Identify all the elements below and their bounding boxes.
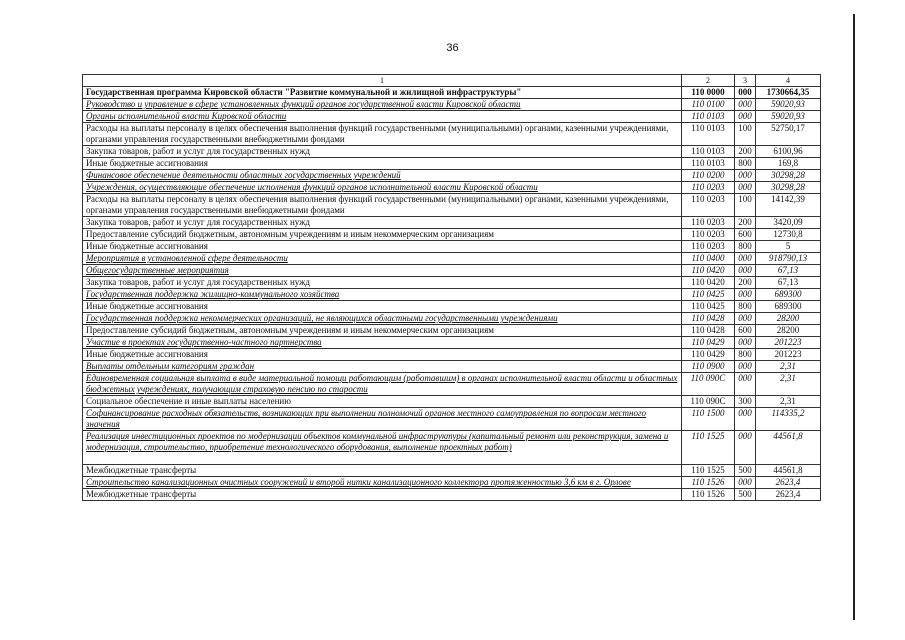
table-row	[83, 325, 821, 337]
row-type: 000	[735, 431, 756, 465]
row-name: Выплаты отдельным категориям граждан	[83, 361, 682, 373]
table-row	[83, 158, 821, 170]
table-row	[83, 241, 821, 253]
row-type: 000	[735, 265, 756, 277]
row-name: Предоставление субсидий бюджетным, автономным учреждениям и иным некоммерческим организациям	[83, 325, 682, 337]
row-code: 110 1500	[682, 408, 735, 431]
row-type: 800	[735, 158, 756, 170]
table-row	[83, 182, 821, 194]
row-code: 110 0103	[682, 158, 735, 170]
row-sum: 67,13	[756, 265, 821, 277]
row-sum: 3420,09	[756, 217, 821, 229]
table-row	[83, 349, 821, 361]
row-code: 110 0420	[682, 265, 735, 277]
row-code: 110 0203	[682, 241, 735, 253]
row-name: Реализация инвестиционных проектов по модернизации объектов коммунальной инфраструктуры (капитальный ремонт или реконструкция, замена и модернизация, строительство, приобретение технологического оборудования, выполнение проектных работ)	[83, 431, 682, 465]
header-col-4: 4	[756, 75, 821, 87]
row-code: 110 0429	[682, 337, 735, 349]
row-code: 110 0203	[682, 182, 735, 194]
table-row	[83, 111, 821, 123]
row-sum: 169,8	[756, 158, 821, 170]
table-row	[83, 87, 821, 99]
row-name: Общегосударственные мероприятия	[83, 265, 682, 277]
table-row	[83, 465, 821, 477]
row-type: 200	[735, 277, 756, 289]
row-sum: 67,13	[756, 277, 821, 289]
table-row	[83, 123, 821, 146]
row-sum: 28200	[756, 325, 821, 337]
row-code: 110 0100	[682, 99, 735, 111]
row-type: 000	[735, 477, 756, 489]
row-name: Единовременная социальная выплата в виде материальной помощи работающим (работавшим) в органах исполнительной власти области и областных бюджетных учреждениях, получающим страховую пенсию по старости	[83, 373, 682, 396]
row-type: 000	[735, 87, 756, 99]
row-type: 000	[735, 99, 756, 111]
row-type: 000	[735, 408, 756, 431]
table-row	[83, 194, 821, 217]
table-row	[83, 229, 821, 241]
row-name: Государственная программа Кировской области "Развитие коммунальной и жилищной инфраструктуры"	[83, 87, 682, 99]
row-sum: 201223	[756, 337, 821, 349]
row-sum: 2,31	[756, 361, 821, 373]
row-type: 600	[735, 229, 756, 241]
row-name: Учреждения, осуществляющие обеспечение исполнения функций органов исполнительной власти Кировской области	[83, 182, 682, 194]
row-sum: 52750,17	[756, 123, 821, 146]
table-row	[83, 489, 821, 501]
table-row	[83, 361, 821, 373]
row-type: 100	[735, 123, 756, 146]
row-type: 000	[735, 170, 756, 182]
row-name: Социальное обеспечение и иные выплаты населению	[83, 396, 682, 408]
row-name: Государственная поддержка некоммерческих организаций, не являющихся областными государственными учреждениями	[83, 313, 682, 325]
row-code: 110 0103	[682, 111, 735, 123]
row-name: Иные бюджетные ассигнования	[83, 349, 682, 361]
row-name: Руководство и управление в сфере установленных функций органов государственной власти Кировской области	[83, 99, 682, 111]
row-code: 110 0103	[682, 146, 735, 158]
table-row	[83, 313, 821, 325]
table-row	[83, 431, 821, 465]
row-sum: 12730,8	[756, 229, 821, 241]
row-type: 300	[735, 396, 756, 408]
row-sum: 2,31	[756, 373, 821, 396]
row-name: Софинансирование расходных обязательств, возникающих при выполнении полномочий органов местного самоуправления по вопросам местного значения	[83, 408, 682, 431]
row-code: 110 0400	[682, 253, 735, 265]
row-name: Иные бюджетные ассигнования	[83, 301, 682, 313]
table-row	[83, 170, 821, 182]
row-type: 000	[735, 289, 756, 301]
table-row	[83, 217, 821, 229]
table-row	[83, 265, 821, 277]
row-code: 110 0900	[682, 361, 735, 373]
table-row	[83, 408, 821, 431]
row-code: 110 0200	[682, 170, 735, 182]
table-row	[83, 337, 821, 349]
table-row	[83, 277, 821, 289]
row-type: 200	[735, 146, 756, 158]
table-row	[83, 289, 821, 301]
row-code: 110 0428	[682, 325, 735, 337]
row-name: Органы исполнительной власти Кировской области	[83, 111, 682, 123]
row-code: 110 0203	[682, 217, 735, 229]
row-type: 000	[735, 373, 756, 396]
row-sum: 2623,4	[756, 477, 821, 489]
row-sum: 689300	[756, 289, 821, 301]
row-type: 000	[735, 361, 756, 373]
row-type: 000	[735, 182, 756, 194]
header-col-1: 1	[83, 75, 682, 87]
row-type: 500	[735, 465, 756, 477]
row-sum: 59020,93	[756, 111, 821, 123]
row-code: 110 1525	[682, 431, 735, 465]
header-col-2: 2	[682, 75, 735, 87]
row-name: Закупка товаров, работ и услуг для государственных нужд	[83, 277, 682, 289]
row-sum: 44561,8	[756, 431, 821, 465]
right-margin-line	[853, 14, 855, 620]
row-code: 110 0203	[682, 229, 735, 241]
row-sum: 689300	[756, 301, 821, 313]
row-sum: 2623,4	[756, 489, 821, 501]
row-type: 000	[735, 337, 756, 349]
row-name: Межбюджетные трансферты	[83, 489, 682, 501]
row-name: Мероприятия в установленной сфере деятельности	[83, 253, 682, 265]
row-sum: 6100,96	[756, 146, 821, 158]
table-header-row	[83, 75, 821, 87]
row-type: 000	[735, 313, 756, 325]
row-code: 110 0000	[682, 87, 735, 99]
row-name: Государственная поддержка жилищно-коммунального хозяйства	[83, 289, 682, 301]
row-code: 110 0428	[682, 313, 735, 325]
row-sum: 201223	[756, 349, 821, 361]
budget-table	[82, 74, 821, 501]
row-type: 600	[735, 325, 756, 337]
row-code: 110 0425	[682, 289, 735, 301]
row-name: Строительство канализационных очистных сооружений и второй нитки канализационного коллектора протяженностью 3,6 км в г. Орлове	[83, 477, 682, 489]
row-sum: 30298,28	[756, 170, 821, 182]
table-row	[83, 477, 821, 489]
row-code: 110 1525	[682, 465, 735, 477]
table-row	[83, 373, 821, 396]
row-name: Предоставление субсидий бюджетным, автономным учреждениям и иным некоммерческим организациям	[83, 229, 682, 241]
page-number: 36	[446, 42, 459, 54]
row-sum: 2,31	[756, 396, 821, 408]
row-code: 110 1526	[682, 489, 735, 501]
row-type: 800	[735, 241, 756, 253]
row-sum: 28200	[756, 313, 821, 325]
header-col-3: 3	[735, 75, 756, 87]
row-sum: 14142,39	[756, 194, 821, 217]
row-sum: 918790,13	[756, 253, 821, 265]
row-name: Иные бюджетные ассигнования	[83, 158, 682, 170]
row-name: Межбюджетные трансферты	[83, 465, 682, 477]
row-name: Иные бюджетные ассигнования	[83, 241, 682, 253]
row-type: 800	[735, 301, 756, 313]
row-name: Расходы на выплаты персоналу в целях обеспечения выполнения функций государственными (муниципальными) органами, казенными учреждениями, органами управления государственными внебюджетными фондами	[83, 194, 682, 217]
row-code: 110 0425	[682, 301, 735, 313]
row-code: 110 0429	[682, 349, 735, 361]
table-row	[83, 146, 821, 158]
row-sum: 30298,28	[756, 182, 821, 194]
row-type: 000	[735, 111, 756, 123]
table-row	[83, 99, 821, 111]
row-code: 110 0103	[682, 123, 735, 146]
row-type: 800	[735, 349, 756, 361]
row-name: Закупка товаров, работ и услуг для государственных нужд	[83, 146, 682, 158]
table-row	[83, 253, 821, 265]
row-name: Участие в проектах государственно-частного партнерства	[83, 337, 682, 349]
row-code: 110 090С	[682, 373, 735, 396]
row-sum: 114335,2	[756, 408, 821, 431]
row-code: 110 090С	[682, 396, 735, 408]
row-type: 100	[735, 194, 756, 217]
row-sum: 44561,8	[756, 465, 821, 477]
row-code: 110 0420	[682, 277, 735, 289]
row-sum: 59020,93	[756, 99, 821, 111]
row-type: 500	[735, 489, 756, 501]
row-sum: 5	[756, 241, 821, 253]
table-row	[83, 301, 821, 313]
row-sum: 1730664,35	[756, 87, 821, 99]
row-name: Закупка товаров, работ и услуг для государственных нужд	[83, 217, 682, 229]
row-code: 110 1526	[682, 477, 735, 489]
row-name: Расходы на выплаты персоналу в целях обеспечения выполнения функций государственными (муниципальными) органами, казенными учреждениями, органами управления государственными внебюджетными фондами	[83, 123, 682, 146]
row-type: 200	[735, 217, 756, 229]
row-name: Финансовое обеспечение деятельности областных государственных учреждений	[83, 170, 682, 182]
row-code: 110 0203	[682, 194, 735, 217]
table-row	[83, 396, 821, 408]
row-type: 000	[735, 253, 756, 265]
